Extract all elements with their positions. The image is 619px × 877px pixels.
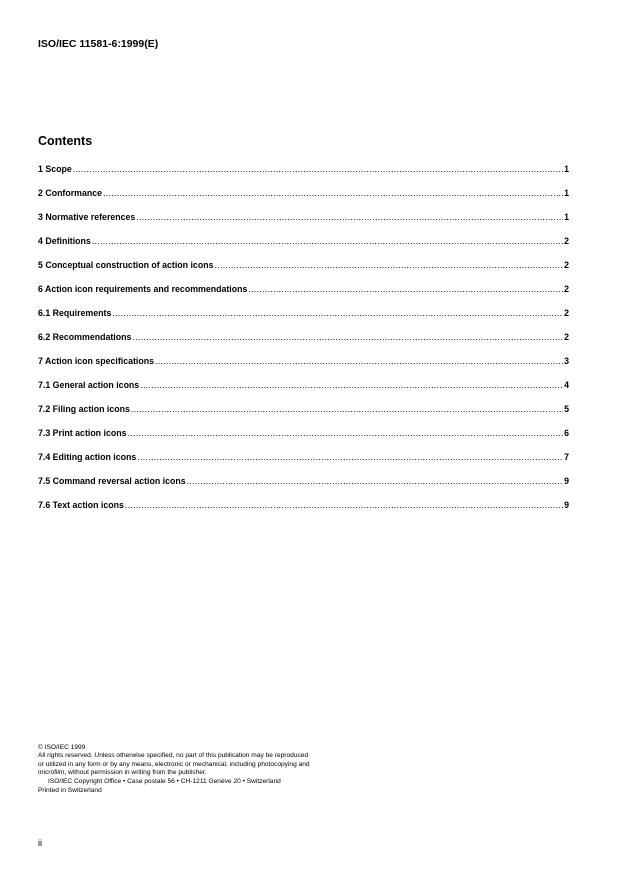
toc-entry[interactable] [38, 500, 569, 524]
toc-entry-page: 5 [564, 404, 569, 414]
document-header: ISO/IEC 11581-6:1999(E) [38, 38, 159, 50]
toc-leader-dots [131, 404, 563, 414]
toc-entry-label: 6.1 Requirements [38, 308, 112, 318]
toc-entry-label: 6.2 Recommendations [38, 332, 132, 342]
toc-entry-page: 7 [564, 452, 569, 462]
toc-leader-dots [125, 500, 563, 510]
toc-entry-label: 7.3 Print action icons [38, 428, 127, 438]
copyright-rights-text: microfilm, without permission in writing from the publisher. [38, 769, 207, 777]
toc-entry[interactable] [38, 428, 569, 452]
toc-entry[interactable] [38, 308, 569, 332]
toc-entry-page: 1 [564, 164, 569, 174]
toc-entry-label: 7.5 Command reversal action icons [38, 476, 186, 486]
copyright-office-address: ISO/IEC Copyright Office • Case postale 56 • CH-1211 Genève 20 • Switzerland [48, 777, 281, 785]
toc-leader-dots [140, 380, 563, 390]
toc-entry[interactable] [38, 404, 569, 428]
printed-in-text: Printed in Switzerland [38, 787, 102, 795]
toc-leader-dots [187, 476, 563, 486]
toc-entry-page: 2 [564, 260, 569, 270]
toc-entry-page: 2 [564, 236, 569, 246]
toc-leader-dots [155, 356, 563, 366]
toc-entry-page: 3 [564, 356, 569, 366]
toc-entry-label: 7 Action icon specifications [38, 356, 155, 366]
toc-entry-page: 2 [564, 308, 569, 318]
toc-leader-dots [136, 212, 563, 222]
toc-leader-dots [248, 284, 563, 294]
toc-entry-page: 4 [564, 380, 569, 390]
toc-leader-dots [214, 260, 563, 270]
toc-entry-label: 2 Conformance [38, 188, 103, 198]
toc-entry-label: 3 Normative references [38, 212, 136, 222]
contents-title: Contents [38, 134, 93, 148]
table-of-contents [38, 164, 569, 524]
toc-entry[interactable] [38, 380, 569, 404]
toc-entry-page: 1 [564, 212, 569, 222]
toc-entry[interactable] [38, 188, 569, 212]
toc-entry-label: 7.1 General action icons [38, 380, 140, 390]
copyright-rights-text: All rights reserved. Unless otherwise specified, no part of this publication may be reproduced [38, 752, 309, 760]
toc-leader-dots [73, 164, 563, 174]
copyright-line: © ISO/IEC 1999 [38, 744, 86, 751]
toc-entry-label: 4 Definitions [38, 236, 91, 246]
toc-entry[interactable] [38, 332, 569, 356]
toc-entry[interactable] [38, 356, 569, 380]
page-number: ii [38, 838, 42, 848]
toc-entry-label: 5 Conceptual construction of action icons [38, 260, 214, 270]
toc-entry[interactable] [38, 284, 569, 308]
toc-leader-dots [112, 308, 563, 318]
copyright-notice [38, 744, 310, 795]
toc-entry[interactable] [38, 236, 569, 260]
toc-entry-label: 7.6 Text action icons [38, 500, 124, 510]
toc-entry-page: 9 [564, 476, 569, 486]
toc-entry[interactable] [38, 164, 569, 188]
toc-entry[interactable] [38, 476, 569, 500]
toc-entry-page: 2 [564, 332, 569, 342]
toc-leader-dots [137, 452, 563, 462]
toc-entry-label: 1 Scope [38, 164, 72, 174]
toc-entry[interactable] [38, 260, 569, 284]
toc-entry-page: 2 [564, 284, 569, 294]
toc-entry-label: 6 Action icon requirements and recommendations [38, 284, 248, 294]
toc-entry[interactable] [38, 212, 569, 236]
toc-leader-dots [103, 188, 563, 198]
toc-leader-dots [132, 332, 563, 342]
toc-leader-dots [127, 428, 563, 438]
toc-entry-page: 6 [564, 428, 569, 438]
toc-entry-label: 7.2 Filing action icons [38, 404, 130, 414]
toc-leader-dots [92, 236, 563, 246]
toc-entry-page: 9 [564, 500, 569, 510]
copyright-rights-text: or utilized in any form or by any means, electronic or mechanical, including photocopying and [38, 760, 310, 768]
toc-entry-page: 1 [564, 188, 569, 198]
toc-entry[interactable] [38, 452, 569, 476]
toc-entry-label: 7.4 Editing action icons [38, 452, 137, 462]
